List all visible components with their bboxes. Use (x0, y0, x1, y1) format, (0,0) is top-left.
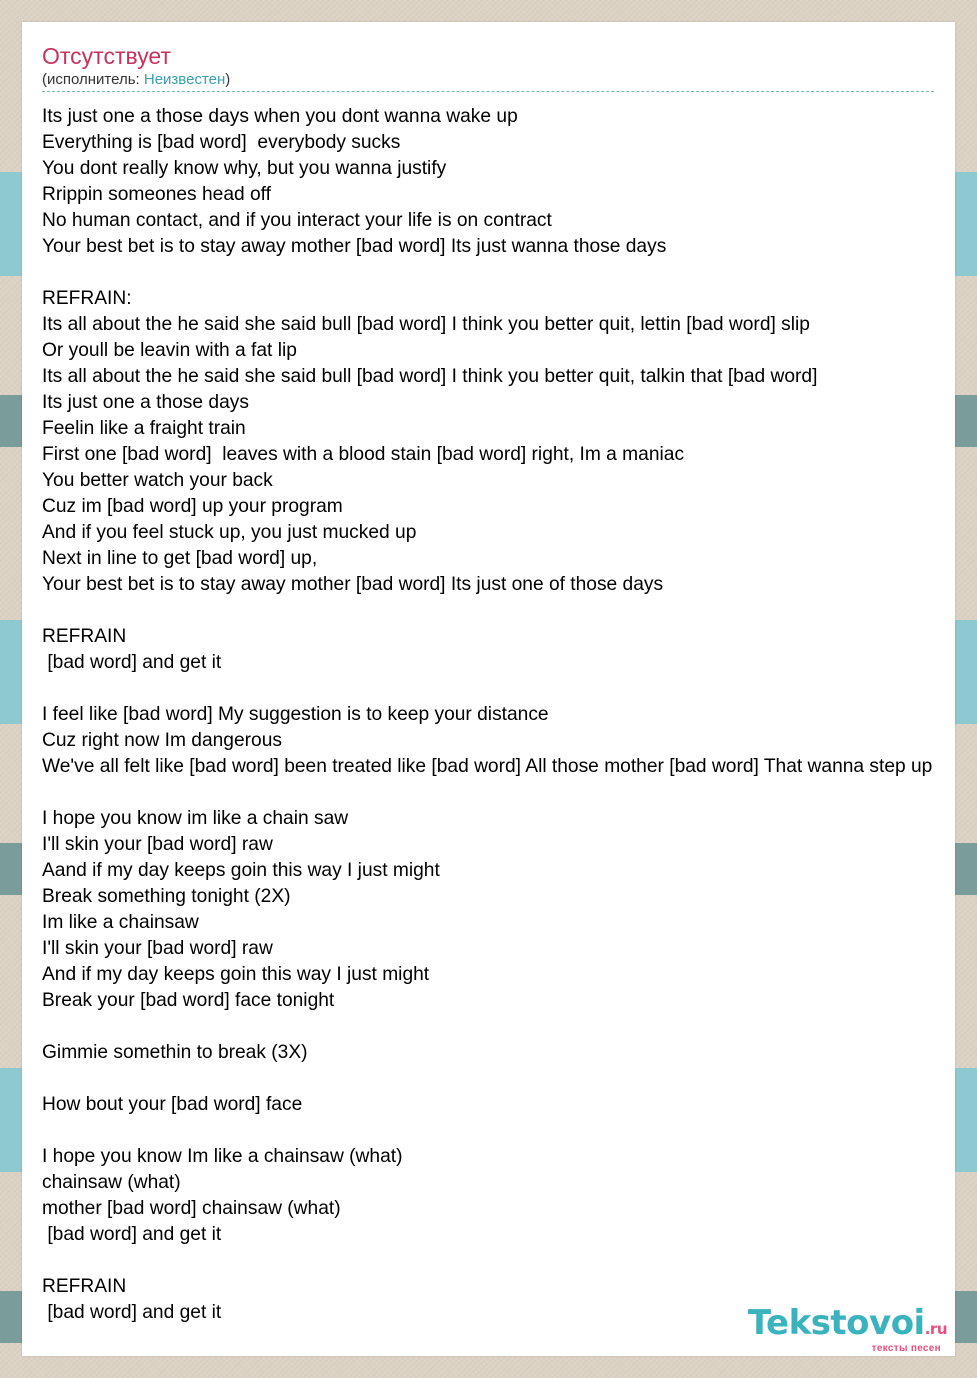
lyric-line: Break your [bad word] face tonight (42, 990, 335, 1011)
lyric-line (42, 598, 955, 624)
lyric-line: Your best bet is to stay away mother [bad word] Its just wanna those days (42, 236, 667, 257)
lyric-line: You dont really know why, but you wanna justify (42, 158, 447, 179)
artist-suffix: ) (225, 71, 231, 88)
artist-name-link[interactable]: Неизвестен (143, 71, 226, 88)
logo-tld: .ru (924, 1320, 947, 1338)
lyric-line (42, 676, 955, 702)
song-title: Отсутствует (42, 43, 171, 69)
lyric-line: Aand if my day keeps goin this way I just might (42, 860, 440, 881)
logo-name: Tekstovoi (747, 1303, 925, 1343)
lyric-line: Your best bet is to stay away mother [bad word] Its just one of those days (42, 574, 664, 595)
lyric-line: Its just one a those days (42, 392, 249, 413)
lyric-line: Break something tonight (2X) (42, 886, 291, 907)
artist-prefix: (исполнитель: (42, 71, 144, 88)
lyric-line: You better watch your back (42, 470, 273, 491)
lyric-line (42, 1118, 955, 1144)
lyric-line: I hope you know im like a chain saw (42, 808, 349, 829)
lyric-line (42, 1066, 955, 1092)
site-logo[interactable] (748, 1305, 947, 1354)
lyric-line: Next in line to get [bad word] up, (42, 548, 318, 569)
lyric-line: Cuz im [bad word] up your program (42, 496, 343, 517)
lyric-line: I feel like [bad word] My suggestion is to keep your distance (42, 704, 549, 725)
lyric-line (42, 260, 955, 286)
lyric-line: How bout your [bad word] face (42, 1094, 303, 1115)
lyrics-body (42, 104, 955, 1326)
lyric-line (42, 1248, 955, 1274)
lyric-line: Rrippin someones head off (42, 184, 271, 205)
lyric-line: Its all about the he said she said bull [bad word] I think you better quit, lettin [bad word] slip (42, 314, 810, 335)
lyric-line: I'll skin your [bad word] raw (42, 938, 273, 959)
lyric-line: Im like a chainsaw (42, 912, 199, 933)
lyric-line: We've all felt like [bad word] been treated like [bad word] All those mother [bad word] That wanna step up (42, 756, 933, 777)
lyric-line: [bad word] and get it (42, 1224, 222, 1245)
lyric-line: Or youll be leavin with a fat lip (42, 340, 297, 361)
logo-tagline: тексты песен (871, 1343, 941, 1354)
artist-line (42, 70, 934, 92)
lyric-line: I hope you know Im like a chainsaw (what) (42, 1146, 403, 1167)
lyric-line: Its just one a those days when you dont wanna wake up (42, 106, 518, 127)
lyric-line: [bad word] and get it (42, 1302, 222, 1323)
lyric-line: No human contact, and if you interact your life is on contract (42, 210, 552, 231)
lyric-line: mother [bad word] chainsaw (what) (42, 1198, 341, 1219)
lyric-line: I'll skin your [bad word] raw (42, 834, 273, 855)
lyric-line: Everything is [bad word] everybody sucks (42, 132, 401, 153)
lyric-line: Feelin like a fraight train (42, 418, 246, 439)
lyric-line: REFRAIN (42, 626, 127, 647)
lyric-line: [bad word] and get it (42, 652, 222, 673)
lyric-line (42, 1014, 955, 1040)
lyric-line: REFRAIN: (42, 288, 132, 309)
lyric-line (42, 780, 955, 806)
lyric-line: And if my day keeps goin this way I just might (42, 964, 430, 985)
lyric-line: Its all about the he said she said bull [bad word] I think you better quit, talkin that [bad word] (42, 366, 818, 387)
lyric-line: Gimmie somethin to break (3X) (42, 1042, 308, 1063)
song-header (42, 42, 934, 92)
lyric-line: First one [bad word] leaves with a blood stain [bad word] right, Im a maniac (42, 444, 685, 465)
lyric-line: Cuz right now Im dangerous (42, 730, 282, 751)
lyric-line: REFRAIN (42, 1276, 127, 1297)
lyrics-page (22, 22, 955, 1356)
lyric-line: And if you feel stuck up, you just mucked up (42, 522, 417, 543)
lyric-line: chainsaw (what) (42, 1172, 181, 1193)
